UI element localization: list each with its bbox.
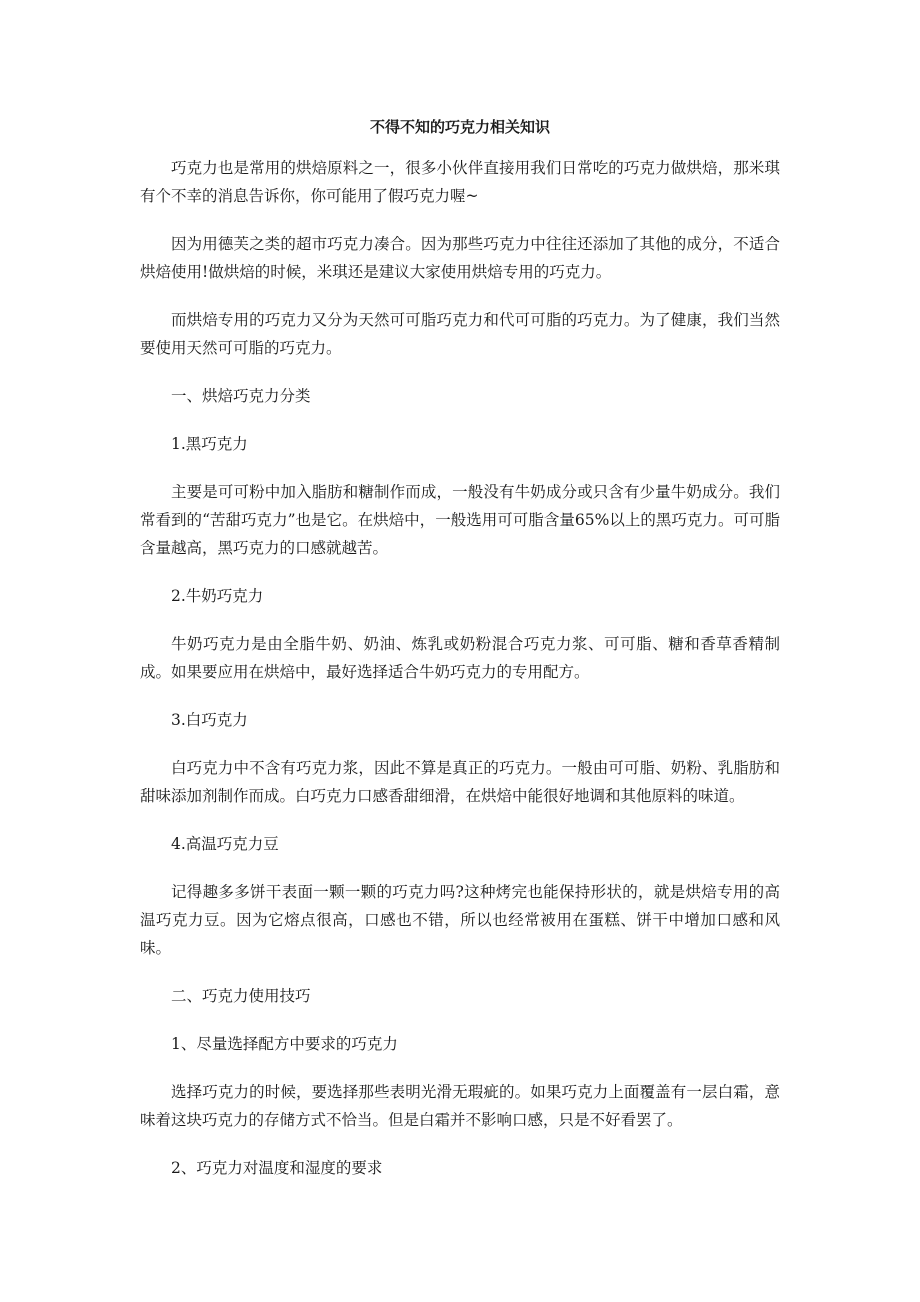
paragraph: 记得趣多多饼干表面一颗一颗的巧克力吗?这种烤完也能保持形状的，就是烘焙专用的高温巧克力豆。因为它熔点很高，口感也不错，所以也经常被用在蛋糕、饼干中增加口感和风味。 bbox=[140, 883, 780, 957]
section-heading: 二、巧克力使用技巧 bbox=[171, 987, 311, 1005]
paragraph: 牛奶巧克力是由全脂牛奶、奶油、炼乳或奶粉混合巧克力浆、可可脂、糖和香草香精制成。如果要应用在烘焙中，最好选择适合牛奶巧克力的专用配方。 bbox=[140, 635, 780, 681]
section-heading: 一、烘焙巧克力分类 bbox=[171, 387, 311, 405]
paragraph: 因为用德芙之类的超市巧克力凑合。因为那些巧克力中往往还添加了其他的成分，不适合烘焙使用!做烘焙的时候，米琪还是建议大家使用烘焙专用的巧克力。 bbox=[140, 235, 780, 281]
document-body bbox=[140, 154, 780, 1202]
subsection-heading: 4.高温巧克力豆 bbox=[171, 835, 279, 853]
paragraph: 而烘焙专用的巧克力又分为天然可可脂巧克力和代可可脂的巧克力。为了健康，我们当然要使用天然可可脂的巧克力。 bbox=[140, 311, 780, 357]
subsection-heading: 2、巧克力对温度和湿度的要求 bbox=[171, 1159, 383, 1177]
paragraph: 白巧克力中不含有巧克力浆，因此不算是真正的巧克力。一般由可可脂、奶粉、乳脂肪和甜味添加剂制作而成。白巧克力口感香甜细滑，在烘焙中能很好地调和其他原料的味道。 bbox=[140, 759, 780, 805]
subsection-heading: 1.黑巧克力 bbox=[171, 435, 248, 453]
paragraph: 主要是可可粉中加入脂肪和糖制作而成，一般没有牛奶成分或只含有少量牛奶成分。我们常看到的“苦甜巧克力”也是它。在烘焙中，一般选用可可脂含量65%以上的黑巧克力。可可脂含量越高，黑巧克力的口感就越苦。 bbox=[140, 483, 780, 557]
paragraph: 巧克力也是常用的烘焙原料之一，很多小伙伴直接用我们日常吃的巧克力做烘焙，那米琪有个不幸的消息告诉你，你可能用了假巧克力喔~ bbox=[140, 159, 780, 205]
subsection-heading: 1、尽量选择配方中要求的巧克力 bbox=[171, 1035, 398, 1053]
subsection-heading: 2.牛奶巧克力 bbox=[171, 587, 264, 605]
document-title: 不得不知的巧克力相关知识 bbox=[369, 118, 550, 136]
subsection-heading: 3.白巧克力 bbox=[171, 711, 248, 729]
paragraph: 选择巧克力的时候，要选择那些表明光滑无瑕疵的。如果巧克力上面覆盖有一层白霜，意味着这块巧克力的存储方式不恰当。但是白霜并不影响口感，只是不好看罢了。 bbox=[140, 1083, 780, 1129]
